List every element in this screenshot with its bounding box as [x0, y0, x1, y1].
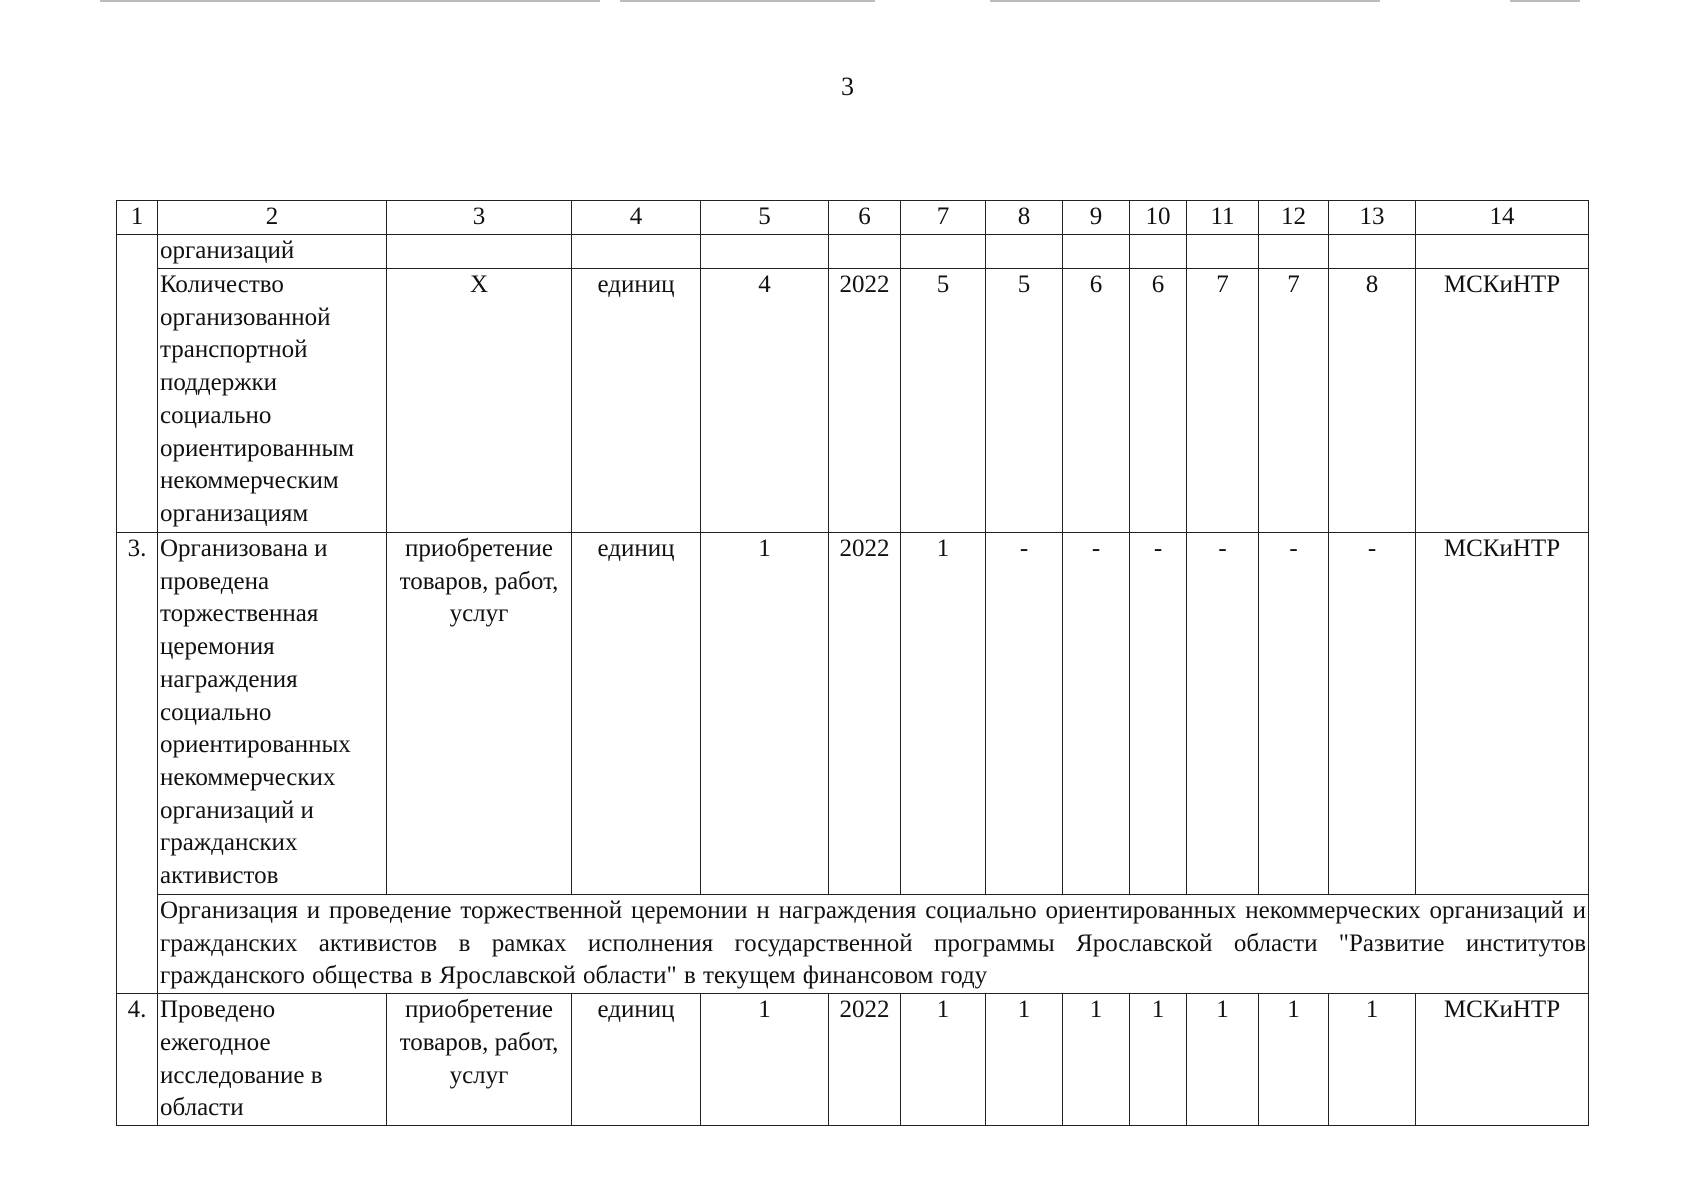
text-line: Организована и: [160, 535, 328, 562]
text-line: гражданских: [160, 829, 298, 857]
value-cell: 1: [986, 994, 1063, 1126]
text-line: организациям: [160, 499, 309, 527]
type-cell: [387, 994, 572, 1126]
value-cell: -: [1187, 533, 1259, 895]
indicator-name-cell: организаций: [158, 235, 387, 269]
text-line: социально: [160, 698, 272, 726]
text-line: поддержки: [160, 369, 277, 397]
base-year-cell: 2022: [829, 269, 901, 533]
header-cell: 7: [901, 201, 986, 235]
indicator-name-cell: [158, 533, 387, 895]
empty-cell: [901, 235, 986, 269]
indicator-name-cell: [158, 994, 387, 1126]
table-header-row: [117, 201, 1589, 235]
empty-cell: [1416, 235, 1589, 269]
text-line: Проведено: [160, 996, 276, 1024]
header-cell: 12: [1259, 201, 1329, 235]
header-cell: 6: [829, 201, 901, 235]
base-value-cell: 4: [701, 269, 829, 533]
header-cell: 8: [986, 201, 1063, 235]
text-line: товаров, работ,: [399, 1028, 559, 1056]
indicator-name-cell: [158, 269, 387, 533]
index-cell: 4.: [117, 994, 158, 1126]
table-row-3: [117, 533, 1589, 895]
text-line: организованной: [160, 303, 331, 331]
page-number: 3: [841, 72, 854, 101]
value-cell: -: [1259, 533, 1329, 895]
responsible-cell: МСКиНТР: [1416, 994, 1589, 1126]
empty-cell: [1259, 235, 1329, 269]
value-cell: 6: [1063, 269, 1130, 533]
header-cell: 13: [1329, 201, 1416, 235]
value-cell: 1: [901, 994, 986, 1126]
unit-cell: единиц: [572, 994, 701, 1126]
value-cell: 7: [1187, 269, 1259, 533]
base-year-cell: 2022: [829, 533, 901, 895]
empty-cell: [1130, 235, 1187, 269]
empty-cell: [701, 235, 829, 269]
value-cell: 5: [986, 269, 1063, 533]
index-cell: 3.: [117, 533, 158, 994]
description-cell: Организация и проведение торжественной церемонии н награждения социально ориентированных некоммерческих организаций и гражданских активистов в рамках исполнения государственной программы Ярославской области "Развитие институтов гражданского общества в Ярославской области" в текущем финансовом году: [158, 895, 1589, 994]
indicator-table: [116, 200, 1589, 1126]
text-line: торжественная: [160, 600, 319, 628]
empty-cell: [572, 235, 701, 269]
text-line: товаров, работ,: [399, 567, 559, 595]
header-cell: 14: [1416, 201, 1589, 235]
table-row-transport-support: [117, 269, 1589, 533]
value-cell: 1: [1130, 994, 1187, 1126]
scan-edge-line: [100, 0, 600, 2]
responsible-cell: МСКиНТР: [1416, 269, 1589, 533]
text-line: приобретение: [405, 535, 553, 562]
text-line: области: [160, 1094, 244, 1122]
base-year-cell: 2022: [829, 994, 901, 1126]
text-line: Количество: [160, 271, 284, 298]
header-cell: 10: [1130, 201, 1187, 235]
value-cell: 1: [1187, 994, 1259, 1126]
value-cell: 5: [901, 269, 986, 533]
empty-cell: [829, 235, 901, 269]
empty-cell: [387, 235, 572, 269]
table-row-4: [117, 994, 1589, 1126]
value-cell: 1: [1063, 994, 1130, 1126]
empty-cell: [1329, 235, 1416, 269]
text-line: ориентированных: [160, 731, 351, 759]
text-line: услуг: [449, 1061, 509, 1089]
value-cell: 6: [1130, 269, 1187, 533]
responsible-cell: МСКиНТР: [1416, 533, 1589, 895]
value-cell: -: [1329, 533, 1416, 895]
text-line: церемония: [160, 633, 275, 661]
value-cell: -: [986, 533, 1063, 895]
text-line: некоммерческих: [160, 763, 336, 791]
header-cell: 5: [701, 201, 829, 235]
value-cell: 1: [1329, 994, 1416, 1126]
text-line: ориентированным: [160, 434, 355, 462]
type-cell: X: [387, 269, 572, 533]
index-cell-empty: [117, 235, 158, 533]
text-line: проведена: [160, 567, 270, 595]
text-line: транспортной: [160, 336, 308, 364]
type-cell: [387, 533, 572, 895]
text-line: приобретение: [405, 996, 553, 1024]
unit-cell: единиц: [572, 533, 701, 895]
header-cell: 9: [1063, 201, 1130, 235]
header-cell: 11: [1187, 201, 1259, 235]
text-line: услуг: [449, 600, 509, 628]
scan-edge-line: [620, 0, 875, 2]
value-cell: 1: [901, 533, 986, 895]
scan-edge-line: [990, 0, 1380, 2]
unit-cell: единиц: [572, 269, 701, 533]
text-line: ежегодное: [160, 1028, 271, 1056]
empty-cell: [1063, 235, 1130, 269]
header-cell: 3: [387, 201, 572, 235]
text-line: исследование в: [160, 1061, 323, 1089]
table-row-3-description: [117, 895, 1589, 994]
value-cell: -: [1130, 533, 1187, 895]
base-value-cell: 1: [701, 533, 829, 895]
empty-cell: [986, 235, 1063, 269]
text-line: активистов: [160, 862, 279, 890]
header-cell: 2: [158, 201, 387, 235]
scan-edge-line: [1510, 0, 1580, 2]
header-cell: 1: [117, 201, 158, 235]
base-value-cell: 1: [701, 994, 829, 1126]
value-cell: 7: [1259, 269, 1329, 533]
empty-cell: [1187, 235, 1259, 269]
value-cell: 1: [1259, 994, 1329, 1126]
text-line: социально: [160, 401, 272, 429]
value-cell: -: [1063, 533, 1130, 895]
table-row-continuation: [117, 235, 1589, 269]
text-line: организаций и: [160, 796, 314, 824]
value-cell: 8: [1329, 269, 1416, 533]
text-line: награждения: [160, 665, 298, 693]
header-cell: 4: [572, 201, 701, 235]
text-line: некоммерческим: [160, 467, 339, 495]
